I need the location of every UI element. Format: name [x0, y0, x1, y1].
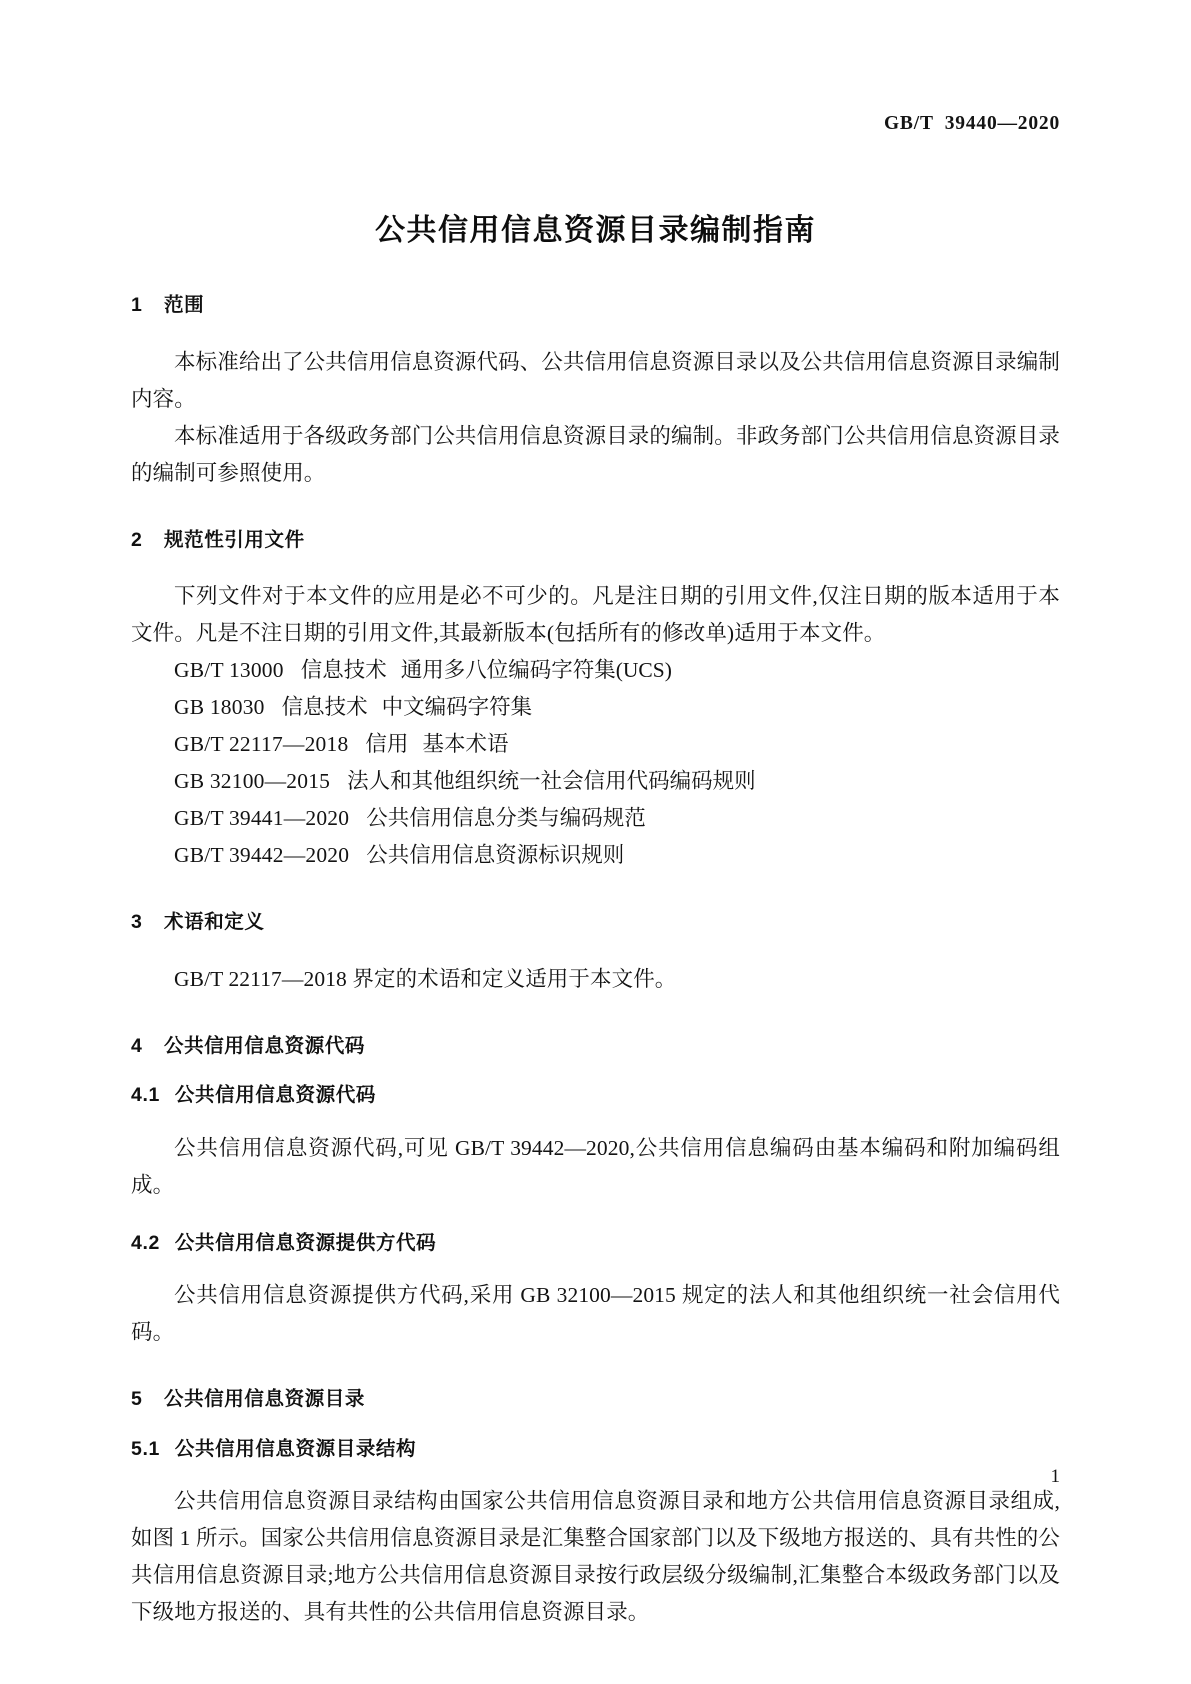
reference-id: GB/T 39442—2020: [174, 843, 350, 867]
document-body: [131, 296, 1060, 1631]
paragraph-1-1: 本标准给出了公共信用信息资源代码、公共信用信息资源目录以及公共信用信息资源目录编制内容。: [131, 349, 1060, 411]
reference-title-b: 基本术语: [422, 732, 509, 756]
clause-title-2: 规范性引用文件: [164, 528, 305, 551]
clause-title-4: 公共信用信息资源代码: [164, 1034, 366, 1057]
paragraph-4-2-1: 公共信用信息资源提供方代码,采用 GB 32100—2015 规定的法人和其他组织统一社会信用代码。: [131, 1283, 1060, 1344]
clause-title-5: 公共信用信息资源目录: [164, 1388, 366, 1410]
clause-number-5: 5: [131, 1388, 143, 1410]
clause-heading-5: [131, 1390, 1060, 1410]
list-item: [131, 652, 1060, 689]
subclause-heading-5-1: [131, 1437, 1060, 1460]
reference-title-b: 法人和其他组织统一社会信用代码编码规则: [347, 769, 756, 793]
clause-number-2: 2: [131, 528, 143, 551]
running-header: [131, 112, 1060, 136]
subclause-heading-4-1: [131, 1086, 1060, 1106]
clause-number-1: 1: [131, 294, 143, 316]
normative-reference-list: [131, 652, 1060, 874]
paragraph-2-1: 下列文件对于本文件的应用是必不可少的。凡是注日期的引用文件,仅注日期的版本适用于本文件。凡是不注日期的引用文件,其最新版本(包括所有的修改单)适用于本文件。: [131, 584, 1060, 645]
clause-heading-2: [131, 528, 1060, 551]
list-item: [131, 763, 1060, 800]
clause-number-4: 4: [131, 1034, 143, 1057]
list-item: [131, 837, 1060, 874]
reference-id: GB/T 13000: [174, 658, 284, 682]
subclause-title-4-2: 公共信用信息资源提供方代码: [174, 1231, 437, 1254]
reference-title-b: 公共信用信息分类与编码规范: [366, 806, 646, 830]
clause-heading-1: [131, 296, 1060, 316]
paragraph-3-1: GB/T 22117—2018 界定的术语和定义适用于本文件。: [174, 966, 677, 991]
reference-title-b: 公共信用信息资源标识规则: [366, 843, 625, 867]
list-item: [131, 726, 1060, 763]
reference-title-a: 信息技术: [281, 695, 368, 719]
subclause-number-5-1: 5.1: [131, 1437, 160, 1460]
paragraph-4-1-1: 公共信用信息资源代码,可见 GB/T 39442—2020,公共信用信息编码由基本编码和附加编码组成。: [131, 1135, 1060, 1197]
subclause-number-4-2: 4.2: [131, 1231, 160, 1254]
reference-id: GB 32100—2015: [174, 769, 331, 793]
clause-heading-4: [131, 1034, 1060, 1057]
reference-id: GB/T 22117—2018: [174, 732, 349, 756]
page-title: 公共信用信息资源目录编制指南: [375, 214, 816, 247]
page-number: 1: [1050, 1466, 1060, 1487]
subclause-title-5-1: 公共信用信息资源目录结构: [174, 1437, 417, 1460]
reference-title-b: 中文编码字符集: [381, 695, 533, 719]
standard-number: GB/T 39440—2020: [883, 113, 1060, 134]
reference-title-b: 通用多八位编码字符集(UCS): [400, 658, 672, 682]
clause-title-1: 范围: [164, 294, 205, 316]
subclause-title-4-1: 公共信用信息资源代码: [174, 1084, 376, 1106]
clause-title-3: 术语和定义: [164, 911, 265, 933]
subclause-heading-4-2: [131, 1231, 1060, 1254]
reference-id: GB 18030: [174, 695, 265, 719]
reference-id: GB/T 39441—2020: [174, 806, 350, 830]
subclause-number-4-1: 4.1: [131, 1084, 160, 1106]
list-item: [131, 800, 1060, 837]
clause-heading-3: [131, 913, 1060, 933]
reference-title-a: 信息技术: [300, 658, 387, 682]
paragraph-5-1-1: 公共信用信息资源目录结构由国家公共信用信息资源目录和地方公共信用信息资源目录组成,如图 1 所示。国家公共信用信息资源目录是汇集整合国家部门以及下级地方报送的、具有共性的公共信用信息资源目录;地方公共信用信息资源目录按行政层级分级编制,汇集整合本级政务部门以及下级地方报送的、具有共性的公共信用信息资源目录。: [131, 1489, 1061, 1624]
clause-number-3: 3: [131, 911, 143, 933]
reference-title-a: 信用: [365, 732, 409, 756]
paragraph-1-2: 本标准适用于各级政务部门公共信用信息资源目录的编制。非政务部门公共信用信息资源目录的编制可参照使用。: [131, 423, 1060, 485]
list-item: [131, 689, 1060, 726]
